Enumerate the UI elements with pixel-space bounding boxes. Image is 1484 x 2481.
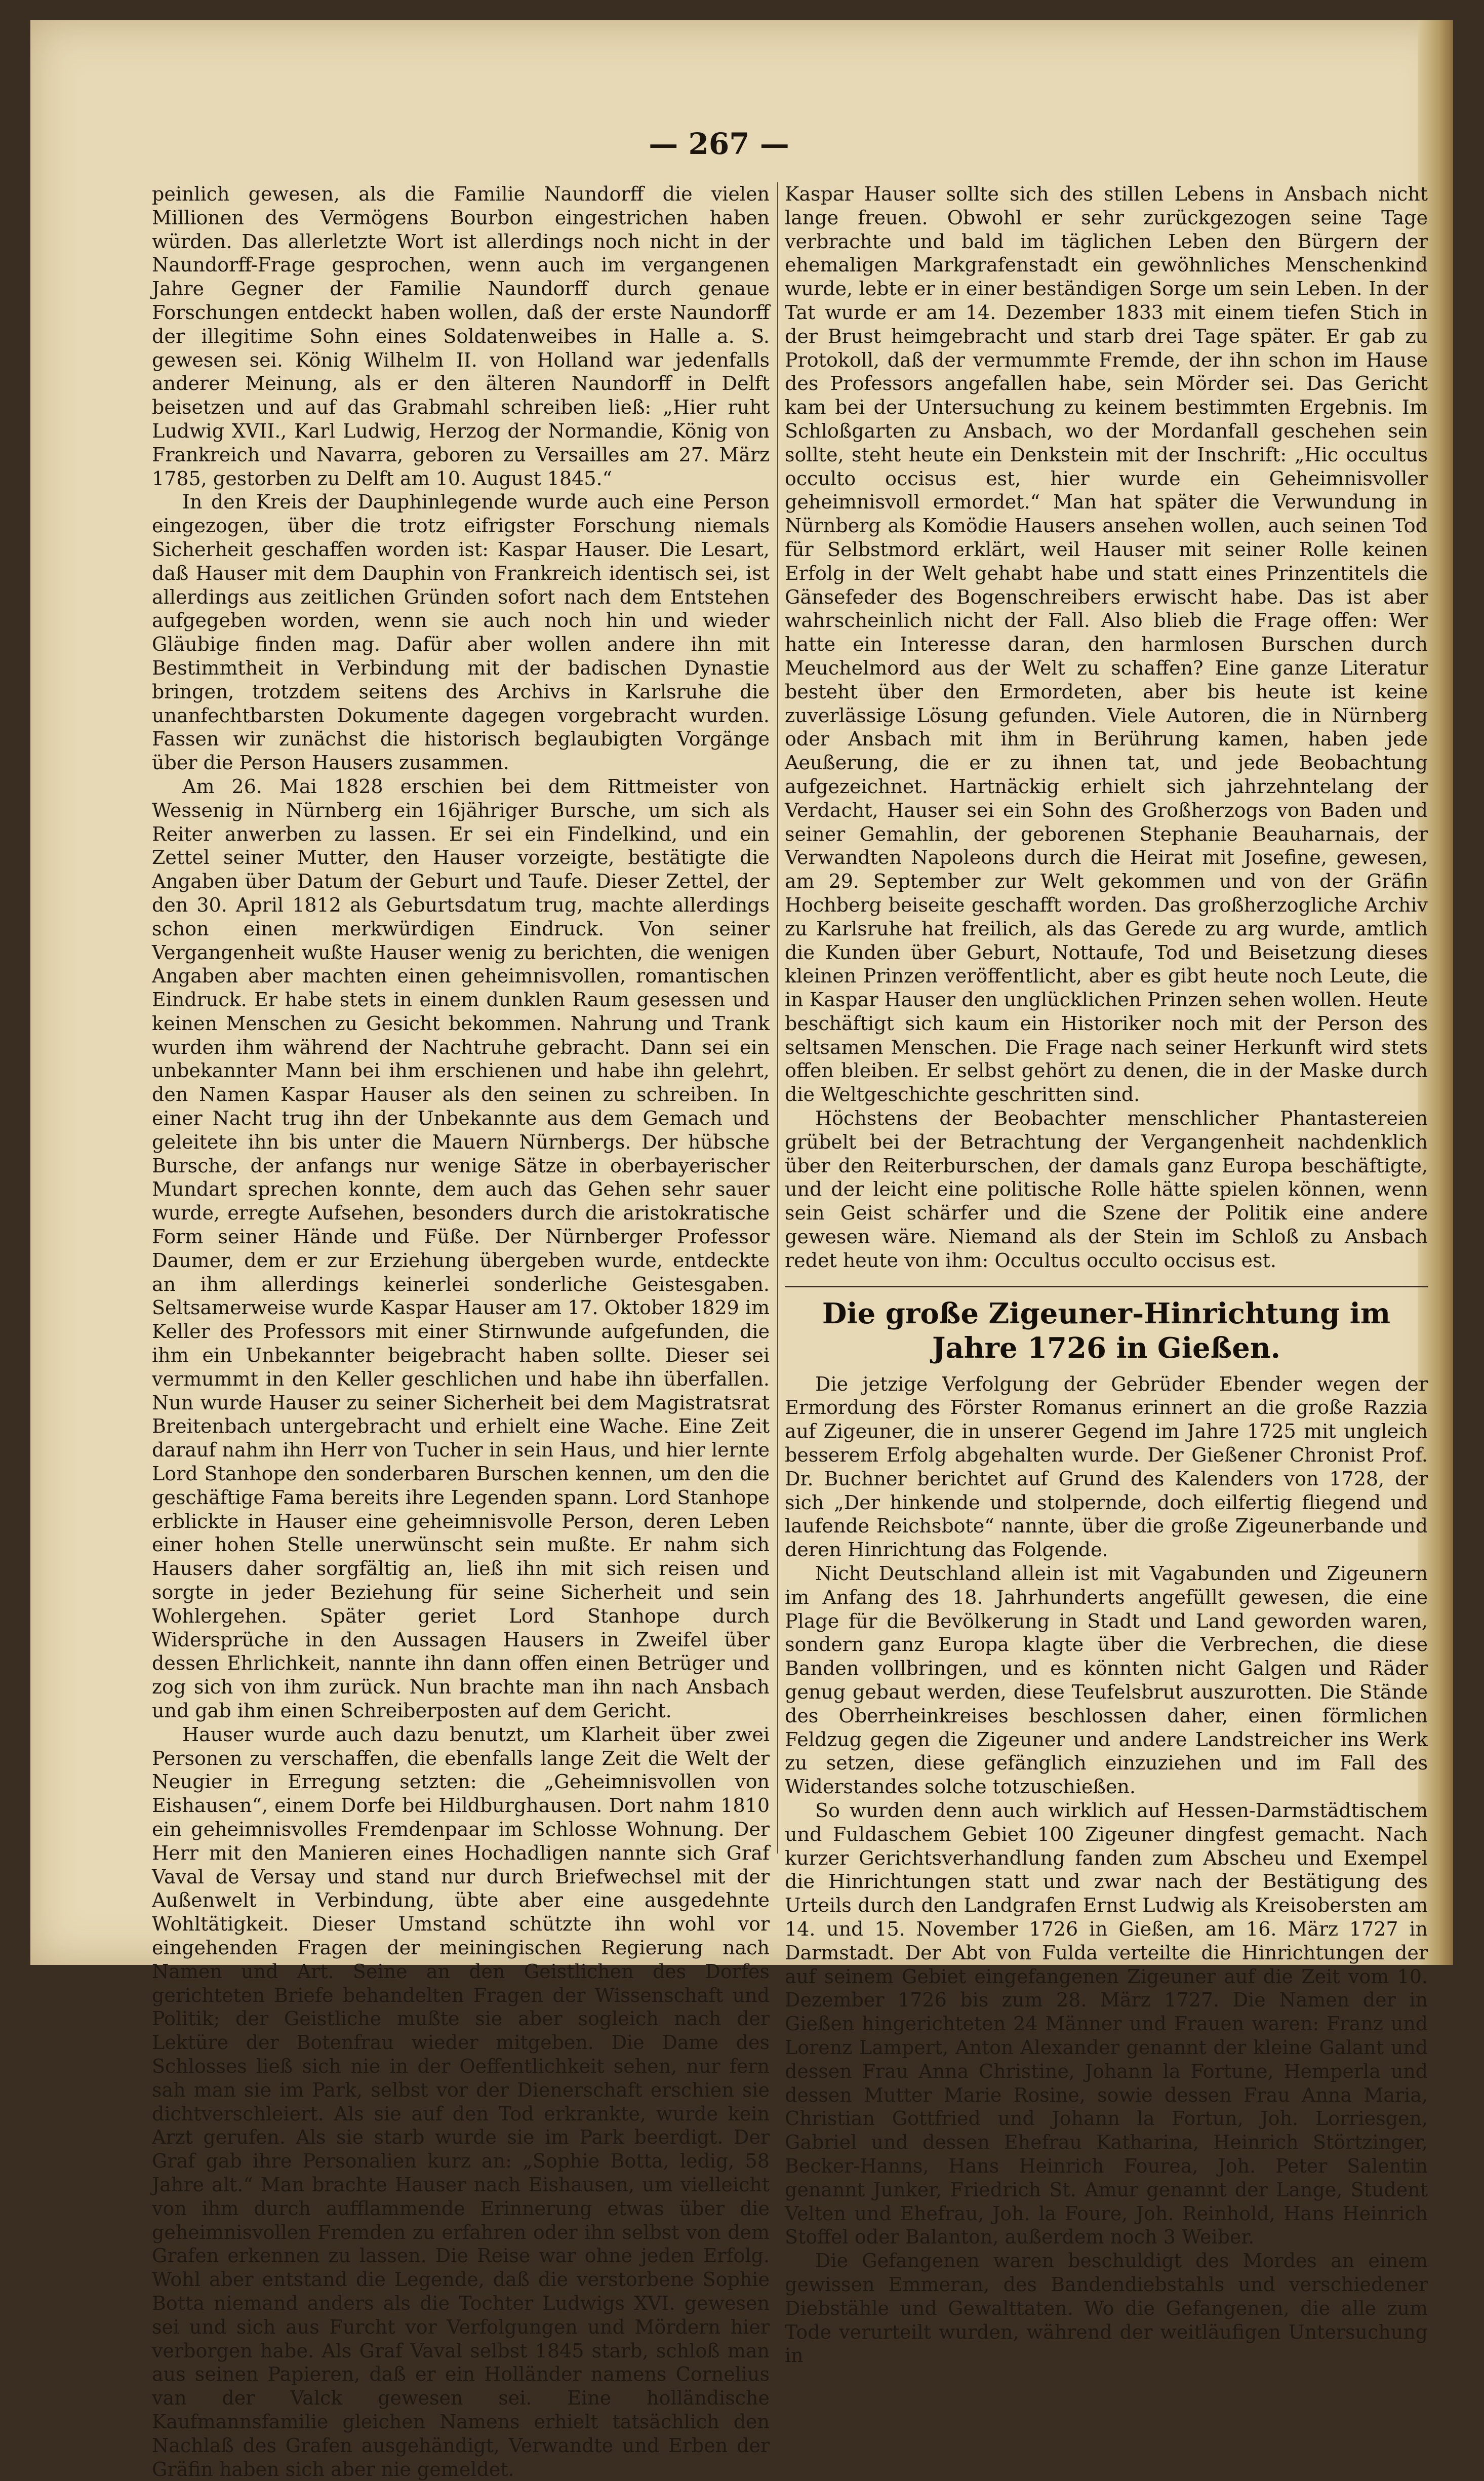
section-title: Die große Zigeuner-Hinrichtung im Jahre 1726 in Gießen. (822, 1296, 1391, 1365)
column-divider (777, 182, 778, 1854)
paragraph: Die jetzige Verfolgung der Gebrüder Ebender wegen der Ermordung des Förster Romanus erinnert an die große Razzia auf Zigeuner, die in unserer Gegend im Jahre 1725 mit ungleich besserem Erfolg abgehalten wurde. Der Gießener Chronist Prof. Dr. Buchner berichtet auf Grund des Kalenders von 1728, der sich „Der hinkende und stolpernde, doch eilfertig fliegend und laufende Reichsbote“ nannte, über die große Zigeunerbande und deren Hinrichtung das Folgende. (785, 1372, 1428, 1561)
paragraph: Höchstens der Beobachter menschlicher Phantastereien grübelt bei der Betrachtung der Vergangenheit nachdenklich über den Reiterburschen, der damals ganz Europa beschäftigte, und der leicht eine politische Rolle hätte spielen können, wenn sein Geist schärfer und die Szene der Politik eine andere gewesen wäre. Niemand als der Stein im Schloß zu Ansbach redet heute von ihm: Occultus occulto occisus est. (785, 1107, 1428, 1272)
paragraph: In den Kreis der Dauphinlegende wurde auch eine Person eingezogen, über die trotz eifrigster Forschung niemals Sicherheit geschaffen worden ist: Kaspar Hauser. Die Lesart, daß Hauser mit dem Dauphin von Frankreich identisch sei, ist allerdings aus zeitlichen Gründen sofort nach dem Entstehen aufgegeben worden, wenn sie auch noch hin und wieder Gläubige finden mag. Dafür aber wollen andere ihn mit Bestimmtheit in Verbindung mit der badischen Dynastie bringen, trotzdem seitens des Archivs in Karlsruhe die unanfechtbarsten Dokumente dagegen vorgebracht wurden. Fassen wir zunächst die historisch beglaubigten Vorgänge über die Person Hausers zusammen. (152, 491, 770, 774)
paragraph: So wurden denn auch wirklich auf Hessen-Darmstädtischem und Fuldaschem Gebiet 100 Zigeuner dingfest gemacht. Nach kurzer Gerichtsverhandlung fanden zum Abscheu und Exempel die Hinrichtungen statt und zwar nach der Bestätigung des Urteils durch den Landgrafen Ernst Ludwig als Kreisobersten am 14. und 15. November 1726 in Gießen, am 16. März 1727 in Darmstadt. Der Abt von Fulda verteilte die Hinrichtungen der auf seinem Gebiet eingefangenen Zigeuner auf die Zeit vom 10. Dezember 1726 bis zum 28. März 1727. Die Namen der in Gießen hingerichteten 24 Männer und Frauen waren: Franz und Lorenz Lampert, Anton Alexander genannt der kleine Galant und dessen Frau Anna Christine, Johann la Fortune, Hemperla und dessen Mutter Marie Rosine, sowie dessen Frau Anna Maria, Christian Gottfried und Johann la Fortun, Joh. Lorriesgen, Gabriel und dessen Ehefrau Katharina, Heinrich Störtzinger, Becker-Hanns, Hans Heinrich Fourea, Joh. Peter Salentin genannt Junker, Friedrich St. Amur genannt der Lange, Student Velten und Ehefrau, Joh. la Foure, Joh. Reinhold, Hans Heinrich Stoffel oder Balanton, außerdem noch 3 Weiber. (785, 1799, 1428, 2249)
right-column (785, 182, 1428, 2368)
paragraph: Kaspar Hauser sollte sich des stillen Lebens in Ansbach nicht lange freuen. Obwohl er sehr zurückgezogen seine Tage verbrachte und bald im täglichen Leben den Bürgern der ehemaligen Markgrafenstadt ein gewöhnliches Menschenkind wurde, lebte er in einer beständigen Sorge um sein Leben. In der Tat wurde er am 14. Dezember 1833 mit einem tiefen Stich in der Brust heimgebracht und starb drei Tage später. Er gab zu Protokoll, daß der vermummte Fremde, der ihn schon im Hause des Professors angefallen habe, sein Mörder sei. Das Gericht kam bei der Untersuchung zu keinem bestimmten Ergebnis. Im Schloßgarten zu Ansbach, wo der Mordanfall geschehen sein sollte, steht heute ein Denkstein mit der Inschrift: „Hic occultus occulto occisus est, hier wurde ein Geheimnisvoller geheimnisvoll ermordet.“ Man hat später die Verwundung in Nürnberg als Komödie Hausers ansehen wollen, auch seinen Tod für Selbstmord erklärt, weil Hauser mit seiner Rolle keinen Erfolg in der Welt gehabt habe und statt eines Prinzentitels die Gänsefeder des Bogenschreibers erwischt habe. Das ist aber wahrscheinlich nicht der Fall. Also blieb die Frage offen: Wer hatte ein Interesse daran, den harmlosen Burschen durch Meuchelmord aus der Welt zu schaffen? Eine ganze Literatur besteht über den Ermordeten, aber bis heute ist keine zuverlässige Lösung gefunden. Viele Autoren, die in Nürnberg oder Ansbach mit ihm in Berührung kamen, haben jede Aeußerung, die er zu ihnen tat, und jede Beobachtung aufgezeichnet. Hartnäckig erhielt sich jahrzehntelang der Verdacht, Hauser sei ein Sohn des Großherzogs von Baden und seiner Gemahlin, der geborenen Stephanie Beauharnais, der Verwandten Napoleons durch die Heirat mit Josefine, gewesen, am 29. September zur Welt gekommen und von der Gräfin Hochberg beiseite geschafft worden. Das großherzogliche Archiv zu Karlsruhe hat freilich, als das Gerede zu arg wurde, amtlich die Kunden über Geburt, Nottaufe, Tod und Beisetzung dieses kleinen Prinzen veröffentlicht, aber es gibt heute noch Leute, die in Kaspar Hauser den unglücklichen Prinzen sehen wollen. Heute beschäftigt sich kaum ein Historiker noch mit der Person des seltsamen Menschen. Die Frage nach seiner Herkunft wird stets offen bleiben. Er selbst gehört zu denen, die in der Maske durch die Weltgeschichte geschritten sind. (785, 183, 1428, 1106)
paragraph: Hauser wurde auch dazu benutzt, um Klarheit über zwei Personen zu verschaffen, die ebenfalls lange Zeit die Welt der Neugier in Erregung setzten: die „Geheimnisvollen von Eishausen“, einem Dorfe bei Hildburghausen. Dort nahm 1810 ein geheimnisvolles Fremdenpaar im Schlosse Wohnung. Der Herr mit den Manieren eines Hochadligen nannte sich Graf Vaval de Versay und stand nur durch Briefwechsel mit der Außenwelt in Verbindung, übte aber eine ausgedehnte Wohltätigkeit. Dieser Umstand schützte ihn wohl vor eingehenden Fragen der meiningischen Regierung nach Namen und Art. Seine an den Geistlichen des Dorfes gerichteten Briefe behandelten Fragen der Wissenschaft und Politik; der Geistliche mußte sie aber sogleich nach der Lektüre der Botenfrau wieder mitgeben. Die Dame des Schlosses ließ sich nie in der Oeffentlichkeit sehen, nur fern sah man sie im Park, selbst vor der Dienerschaft erschien sie dichtverschleiert. Als sie auf den Tod erkrankte, wurde kein Arzt gerufen. Als sie starb wurde sie im Park beerdigt. Der Graf gab ihre Personalien kurz an: „Sophie Botta, ledig, 58 Jahre alt.“ Man brachte Hauser nach Eishausen, um vielleicht von ihm durch aufflammende Erinnerung etwas über die geheimnisvollen Fremden zu erfahren oder ihn selbst von dem Grafen erkennen zu lassen. Die Reise war ohne jeden Erfolg. Wohl aber entstand die Legende, daß die verstorbene Sophie Botta niemand anders als die Tochter Ludwigs XVI. gewesen sei und sich aus Furcht vor Verfolgungen und Mördern hier verborgen habe. Als Graf Vaval selbst 1845 starb, schloß man aus seinen Papieren, daß er ein Holländer namens Cornelius van der Valck gewesen sei. Eine holländische Kaufmannsfamilie gleichen Namens erhielt tatsächlich den Nachlaß des Grafen ausgehändigt, Verwandte und Erben der Gräfin haben sich aber nie gemeldet. (152, 1723, 770, 2480)
left-column (152, 182, 770, 2481)
paragraph: Die Gefangenen waren beschuldigt des Mordes an einem gewissen Emmeran, des Bandendiebstahls und verschiedener Diebstähle und Gewalttaten. Wo die Gefangenen, die alle zum Tode verurteilt wurden, während der weitläufigen Untersuchung in (785, 2250, 1428, 2367)
paragraph: peinlich gewesen, als die Familie Naundorff die vielen Millionen des Vermögens Bourbon eingestrichen haben würden. Das allerletzte Wort ist allerdings noch nicht in der Naundorff-Frage gesprochen, wenn auch im vergangenen Jahre Gegner der Familie Naundorff durch genaue Forschungen entdeckt haben wollen, daß der erste Naundorff der illegitime Sohn eines Soldatenweibes in Halle a. S. gewesen sei. König Wilhelm II. von Holland war jedenfalls anderer Meinung, als er den älteren Naundorff in Delft beisetzen und auf das Grabmahl schreiben ließ: „Hier ruht Ludwig XVII., Karl Ludwig, Herzog der Normandie, König von Frankreich und Navarra, geboren zu Versailles am 27. März 1785, gestorben zu Delft am 10. August 1845.“ (152, 183, 770, 490)
paragraph: Am 26. Mai 1828 erschien bei dem Rittmeister von Wessenig in Nürnberg ein 16jähriger Bursche, um sich als Reiter anwerben zu lassen. Er sei ein Findelkind, und ein Zettel seiner Mutter, den Hauser vorzeigte, bestätigte die Angaben über Datum der Geburt und Taufe. Dieser Zettel, der den 30. April 1812 als Geburtsdatum trug, machte allerdings schon einen merkwürdigen Eindruck. Von seiner Vergangenheit wußte Hauser wenig zu berichten, die wenigen Angaben aber machten einen geheimnisvollen, romantischen Eindruck. Er habe stets in einem dunklen Raum gesessen und keinen Menschen zu Gesicht bekommen. Nahrung und Trank wurden ihm während der Nachtruhe gebracht. Dann sei ein unbekannter Mann bei ihm erschienen und habe ihn gelehrt, den Namen Kaspar Hauser als den seinen zu schreiben. In einer Nacht trug ihn der Unbekannte aus dem Gemach und geleitete ihn bis unter die Mauern Nürnbergs. Der hübsche Bursche, der anfangs nur wenige Sätze in oberbayerischer Mundart sprechen konnte, dem auch das Gehen sehr sauer wurde, erregte Aufsehen, besonders durch die aristokratische Form seiner Hände und Füße. Der Nürnberger Professor Daumer, dem er zur Erziehung übergeben wurde, entdeckte an ihm allerdings keinerlei sonderliche Geistesgaben. Seltsamerweise wurde Kaspar Hauser am 17. Oktober 1829 im Keller des Professors mit einer Stirnwunde aufgefunden, die ihm ein Unbekannter beigebracht haben sollte. Dieser sei vermummt in den Keller geschlichen und habe ihn überfallen. Nun wurde Hauser zu seiner Sicherheit bei dem Magistratsrat Breitenbach untergebracht und erhielt eine Wache. Eine Zeit darauf nahm ihn Herr von Tucher in sein Haus, und hier lernte Lord Stanhope den sonderbaren Burschen kennen, um den die geschäftige Fama bereits ihre Legenden spann. Lord Stanhope erblickte in Hauser eine geheimnisvolle Person, deren Leben einer hohen Stelle unerwünscht sein mußte. Er nahm sich Hausers daher sorgfältig an, ließ ihn mit sich reisen und sorgte in jeder Beziehung für seine Sicherheit und sein Wohlergehen. Später geriet Lord Stanhope durch Widersprüche in den Aussagen Hausers in Zweifel über dessen Ehrlichkeit, nannte ihn dann offen einen Betrüger und zog sich von ihm zurück. Nun brachte man ihn nach Ansbach und gab ihm einen Schreiberposten auf dem Gericht. (152, 775, 770, 1722)
book-page (30, 20, 1453, 2480)
paragraph: Nicht Deutschland allein ist mit Vagabunden und Zigeunern im Anfang des 18. Jahrhunderts angefüllt gewesen, die eine Plage für die Bevölkerung in Stadt und Land geworden waren, sondern ganz Europa klagte über die Verbrechen, die diese Banden vollbringen, und es könnten nicht Galgen und Räder genug gebaut werden, diese Teufelsbrut auszurotten. Die Stände des Oberrheinkreises beschlossen daher, einen förmlichen Feldzug gegen die Zigeuner und andere Landstreicher ins Werk zu setzen, diese gefänglich einzuziehen und im Fall des Widerstandes solche totzuschießen. (785, 1562, 1428, 1798)
page-number: — 267 — (649, 127, 789, 161)
section-divider (785, 1286, 1428, 1287)
